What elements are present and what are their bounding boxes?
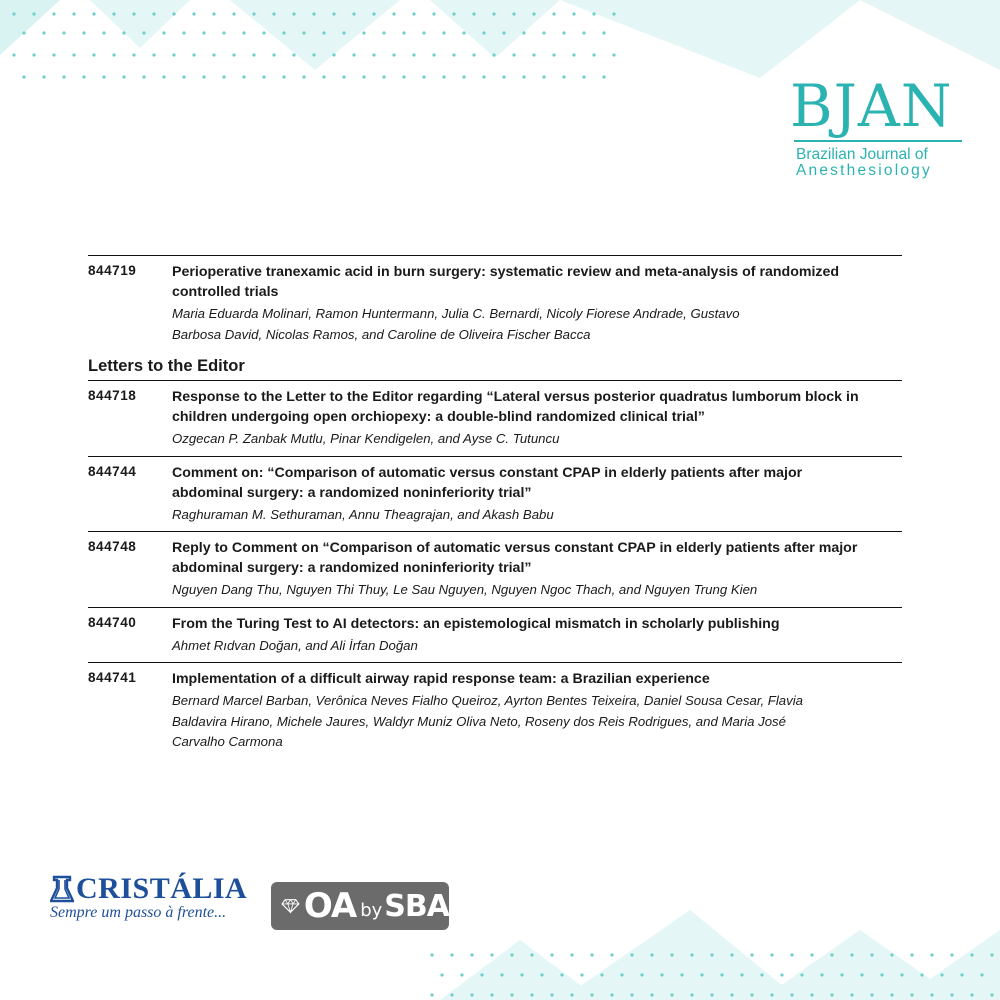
article-title[interactable]: Reply to Comment on “Comparison of automatic versus constant CPAP in elderly patients after major abdominal surgery: a randomized noninferiority trial” (172, 540, 858, 576)
toc-entry[interactable] (88, 380, 902, 456)
decor-dot (990, 993, 993, 996)
article-authors: Raghuraman M. Sethuraman, Annu Theagrajan, and Akash Babu (172, 506, 554, 522)
article-title[interactable]: Perioperative tranexamic acid in burn surgery: systematic review and meta-analysis of randomized controlled trials (172, 264, 840, 300)
article-number: 844741 (88, 670, 137, 685)
decor-dot (132, 12, 135, 15)
decor-dot (312, 53, 315, 56)
decor-dot (252, 12, 255, 15)
decor-dot (62, 75, 65, 78)
article-authors: Nguyen Dang Thu, Nguyen Thi Thuy, Le Sau Nguyen, Nguyen Ngoc Thach, and Nguyen Trung Kien (172, 582, 758, 597)
decor-dot (432, 12, 435, 15)
decor-dot (650, 993, 653, 996)
decor-dot (252, 53, 255, 56)
article-number: 844718 (88, 388, 137, 403)
toc-entry[interactable] (88, 255, 902, 351)
section-heading: Letters to the Editor (88, 357, 245, 375)
decor-dot (542, 31, 545, 34)
decor-dot (552, 12, 555, 15)
decor-dot (522, 31, 525, 34)
decor-dot (52, 12, 55, 15)
decor-dot (550, 993, 553, 996)
decor-dot (182, 31, 185, 34)
decor-dot (452, 12, 455, 15)
decor-dot (602, 75, 605, 78)
decor-dot (940, 973, 943, 976)
decor-dot (72, 12, 75, 15)
decor-dot (382, 31, 385, 34)
decor-dot (512, 12, 515, 15)
decor-dot (820, 973, 823, 976)
decor-dot (490, 993, 493, 996)
decor-dot (430, 993, 433, 996)
decor-dot (62, 31, 65, 34)
decor-dot (372, 12, 375, 15)
decor-dot (312, 12, 315, 15)
decor-dot (450, 993, 453, 996)
decor-dot (242, 31, 245, 34)
decor-dot (430, 953, 433, 956)
decor-dot (502, 75, 505, 78)
decor-dot (342, 75, 345, 78)
decor-dot (352, 12, 355, 15)
decor-dot (442, 31, 445, 34)
decor-dot (22, 75, 25, 78)
decor-dot (730, 953, 733, 956)
decor-dot (462, 31, 465, 34)
decor-dot (470, 953, 473, 956)
decor-dot (32, 12, 35, 15)
decor-dot (262, 75, 265, 78)
decor-dot (770, 993, 773, 996)
decor-dot (440, 973, 443, 976)
decor-dot (82, 75, 85, 78)
decor-dot (570, 993, 573, 996)
decor-dot (610, 993, 613, 996)
decor-dot (950, 993, 953, 996)
decor-dot (600, 973, 603, 976)
decor-dot (212, 12, 215, 15)
decor-dot (292, 12, 295, 15)
decor-dot (450, 953, 453, 956)
decor-dot (570, 953, 573, 956)
decor-dot (582, 75, 585, 78)
article-authors: Ahmet Rıdvan Doğan, and Ali İrfan Doğan (172, 637, 418, 653)
badge-oa: OA (303, 886, 357, 926)
article-number: 844719 (88, 263, 137, 278)
decor-dot (332, 53, 335, 56)
decor-dot (102, 75, 105, 78)
decor-dot (612, 12, 615, 15)
decor-dot (870, 953, 873, 956)
decor-dot (670, 953, 673, 956)
decor-dot (302, 31, 305, 34)
article-number: 844748 (88, 539, 137, 554)
decor-dot (780, 973, 783, 976)
decor-dot (272, 53, 275, 56)
decor-dot (242, 75, 245, 78)
decor-dot (422, 75, 425, 78)
decor-dot (710, 953, 713, 956)
decor-dot (980, 973, 983, 976)
badge-sba: SBA (384, 888, 449, 924)
decor-dot (532, 12, 535, 15)
decor-dot (602, 31, 605, 34)
decor-dot (322, 31, 325, 34)
decor-dot (810, 993, 813, 996)
decor-dot (352, 53, 355, 56)
decor-dot (970, 993, 973, 996)
badge-by: by (360, 899, 383, 921)
decor-dot (42, 31, 45, 34)
toc-entry[interactable] (88, 607, 902, 663)
cristalia-flask-icon (50, 875, 74, 903)
decor-dot (222, 31, 225, 34)
decor-dot (590, 993, 593, 996)
decor-dot (910, 993, 913, 996)
decor-dot (112, 53, 115, 56)
decor-dot (332, 12, 335, 15)
decor-dot (920, 973, 923, 976)
decor-dot (362, 31, 365, 34)
decor-dot (502, 31, 505, 34)
decor-dot (650, 953, 653, 956)
decor-dot (900, 973, 903, 976)
decor-dot (810, 953, 813, 956)
decor-dot (172, 53, 175, 56)
decor-dot (660, 973, 663, 976)
decor-dot (930, 953, 933, 956)
decor-dot (392, 12, 395, 15)
decor-dot (222, 75, 225, 78)
decor-dot (800, 973, 803, 976)
decor-dot (830, 993, 833, 996)
decor-dot (630, 993, 633, 996)
decor-dot (132, 53, 135, 56)
decor-dot (840, 973, 843, 976)
article-number: 844744 (88, 463, 137, 479)
decor-dot (750, 993, 753, 996)
decor-dot (302, 75, 305, 78)
decor-dot (432, 53, 435, 56)
decor-dot (572, 12, 575, 15)
decor-dot (850, 953, 853, 956)
decor-dot (282, 75, 285, 78)
decor-dot (720, 973, 723, 976)
decor-dot (122, 75, 125, 78)
article-authors: Ozgecan P. Zanbak Mutlu, Pinar Kendigelen, and Ayse C. Tutuncu (172, 431, 560, 446)
decor-dot (172, 12, 175, 15)
decor-dot (42, 75, 45, 78)
diamond-icon (281, 892, 300, 920)
article-title[interactable]: From the Turing Test to AI detectors: an epistemological mismatch in scholarly publishing (172, 615, 780, 632)
article-number: 844740 (88, 614, 137, 630)
decor-dot (790, 993, 793, 996)
decor-dot (322, 75, 325, 78)
table-of-contents (88, 255, 902, 759)
decor-dot (362, 75, 365, 78)
decor-dot (630, 953, 633, 956)
decor-dot (162, 75, 165, 78)
decor-dot (520, 973, 523, 976)
decor-dot (102, 31, 105, 34)
decor-dot (730, 993, 733, 996)
toc-entry[interactable] (88, 531, 902, 607)
decor-dot (12, 53, 15, 56)
decor-dot (12, 12, 15, 15)
decor-dot (92, 53, 95, 56)
decor-dot (582, 31, 585, 34)
decor-dot (530, 993, 533, 996)
sponsor-tagline: Sempre um passo à frente... (50, 904, 227, 921)
decor-dot (690, 953, 693, 956)
decor-dot (462, 75, 465, 78)
decor-dot (970, 953, 973, 956)
decor-dot (560, 973, 563, 976)
decor-dot (592, 53, 595, 56)
decor-dot (860, 973, 863, 976)
article-title[interactable]: Response to the Letter to the Editor regarding “Lateral versus posterior quadratus lumborum block in children undergoing open orchiopexy: a double-blind randomized clinical trial” (172, 389, 859, 425)
decor-dot (590, 953, 593, 956)
decor-dot (510, 993, 513, 996)
logo-line1: Brazilian Journal of (796, 146, 928, 163)
sponsor-name: CRISTÁLIA (76, 872, 248, 905)
decor-dot (142, 31, 145, 34)
decor-dot (710, 993, 713, 996)
decor-dot (212, 53, 215, 56)
decor-dot (412, 12, 415, 15)
decor-dot (740, 973, 743, 976)
decor-dot (930, 993, 933, 996)
decor-dot (540, 973, 543, 976)
open-access-badge (271, 882, 449, 930)
decor-dot (550, 953, 553, 956)
decor-dot (472, 12, 475, 15)
decor-dot (182, 75, 185, 78)
decor-dot (592, 12, 595, 15)
decor-dot (572, 53, 575, 56)
decor-dot (192, 53, 195, 56)
decor-dot (950, 953, 953, 956)
decor-dot (112, 12, 115, 15)
decor-dot (52, 53, 55, 56)
decor-dot (680, 973, 683, 976)
decor-dot (442, 75, 445, 78)
toc-entry[interactable] (88, 662, 902, 759)
sponsor-logo (50, 872, 250, 922)
decor-dot (262, 31, 265, 34)
decor-dot (192, 12, 195, 15)
decor-dot (960, 973, 963, 976)
decor-dot (552, 53, 555, 56)
decor-dot (910, 953, 913, 956)
decor-dot (690, 993, 693, 996)
decor-dot (562, 31, 565, 34)
decor-dot (750, 953, 753, 956)
decor-dot (850, 993, 853, 996)
toc-entry[interactable] (88, 456, 902, 532)
decor-dot (142, 75, 145, 78)
decor-dot (162, 31, 165, 34)
decor-dot (790, 953, 793, 956)
decor-dot (272, 12, 275, 15)
decor-dot (760, 973, 763, 976)
logo-rule (794, 140, 962, 142)
decor-dot (580, 973, 583, 976)
decor-dot (770, 953, 773, 956)
journal-logo (790, 72, 962, 179)
decor-dot (490, 953, 493, 956)
decor-dot (72, 53, 75, 56)
decor-dot (460, 973, 463, 976)
decor-dot (990, 953, 993, 956)
decor-dot (122, 31, 125, 34)
decor-dot (522, 75, 525, 78)
decor-dot (470, 993, 473, 996)
decor-dot (412, 53, 415, 56)
article-title[interactable]: Implementation of a difficult airway rapid response team: a Brazilian experience (172, 671, 710, 687)
decor-dot (232, 53, 235, 56)
decor-dot (152, 12, 155, 15)
decor-dot (700, 973, 703, 976)
decor-dot (610, 953, 613, 956)
logo-line2: Anesthesiology (796, 162, 932, 179)
decor-dot (890, 993, 893, 996)
decor-dot (392, 53, 395, 56)
decor-dot (482, 75, 485, 78)
decor-dot (500, 973, 503, 976)
decor-dot (422, 31, 425, 34)
decor-dot (480, 973, 483, 976)
decor-dot (202, 31, 205, 34)
decor-dot (202, 75, 205, 78)
decor-dot (282, 31, 285, 34)
decor-dot (492, 12, 495, 15)
decor-dot (542, 75, 545, 78)
decor-dot (32, 53, 35, 56)
decor-dot (612, 53, 615, 56)
decor-dot (530, 953, 533, 956)
decor-dot (640, 973, 643, 976)
decor-dot (830, 953, 833, 956)
decor-dot (512, 53, 515, 56)
decor-dot (372, 53, 375, 56)
decor-dot (232, 12, 235, 15)
decor-dot (482, 31, 485, 34)
decor-dot (92, 12, 95, 15)
logo-abbrev: BJAN (790, 72, 953, 140)
decor-dot (620, 973, 623, 976)
decor-dot (292, 53, 295, 56)
decor-dot (342, 31, 345, 34)
article-authors: Bernard Marcel Barban, Verônica Neves Fialho Queiroz, Ayrton Bentes Teixeira, Daniel Sousa Cesar, Flavia Baldavira Hirano, Michele Jaures, Waldyr Muniz Oliva Neto, Roseny dos Reis Rodrigues, and Maria José Carvalho Carmona (172, 693, 803, 749)
article-authors: Maria Eduarda Molinari, Ramon Huntermann, Julia C. Bernardi, Nicoly Fiorese Andrade, Gustavo Barbosa David, Nicolas Ramos, and Caroline de Oliveira Fischer Bacca (172, 306, 740, 342)
decor-dot (452, 53, 455, 56)
decor-dot (472, 53, 475, 56)
decor-dot (152, 53, 155, 56)
decor-dot (670, 993, 673, 996)
decor-dot (492, 53, 495, 56)
decor-dot (562, 75, 565, 78)
decor-dot (22, 31, 25, 34)
decor-dot (82, 31, 85, 34)
article-title[interactable]: Comment on: “Comparison of automatic versus constant CPAP in elderly patients after major abdominal surgery: a randomized noninferiority trial” (172, 464, 803, 501)
decor-dot (532, 53, 535, 56)
decor-dot (880, 973, 883, 976)
decor-dot (402, 75, 405, 78)
decor-dot (382, 75, 385, 78)
decor-dot (870, 993, 873, 996)
decor-dot (510, 953, 513, 956)
decor-dot (890, 953, 893, 956)
decor-dot (402, 31, 405, 34)
